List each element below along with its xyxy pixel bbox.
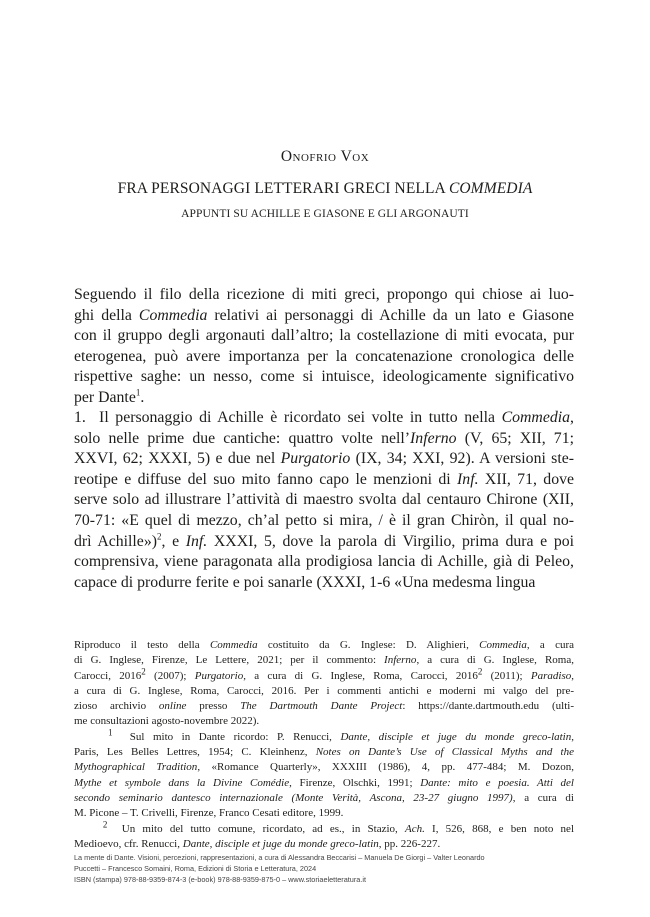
text-line: XXVI, 62; XXXI, 5) e due nel Purgatorio (IX, 34; XXI, 92). A versioni ste- — [74, 450, 574, 468]
chapter-title — [0, 180, 650, 198]
footnote-2 — [74, 818, 574, 853]
text-line: Paris, Les Belles Lettres, 1954; C. Kleinhenz, Notes on Dante’s Use of Classical Myths and the — [74, 746, 574, 759]
text-line: drì Achille»)$^2$, e Inf. XXXI, 5, dove la parola di Virgilio, prima dura e poi — [74, 531, 575, 550]
text-line: rispettive saghe: un nesso, come si intuisce, ideologicamente significativo — [74, 368, 574, 386]
text-line: secondo seminario dantesco internazionale (Monte Verità, Ascona, 23-27 giugno 1997), a cura di — [74, 791, 574, 804]
text-line: per Dante$^1$. — [74, 387, 145, 406]
text-line: $^2$ Un mito del tutto comune, ricordato, ad es., in Stazio, Ach. I, 526, 868, e ben noto nel — [102, 818, 574, 835]
chapter-title-main: FRA PERSONAGGI LETTERARI GRECI NELLA — [117, 180, 449, 197]
text-line: Mythographical Tradition, «Romance Quarterly», XXXIII (1986), 4, pp. 477-484; M. Dozon, — [74, 761, 574, 774]
text-line: Medioevo, cfr. Renucci, Dante, disciple et juge du monde greco-latin, pp. 226-227. — [74, 837, 441, 850]
text-line: 70-71: «E quel di mezzo, ch’al petto si mira, / è il gran Chiròn, il qual no- — [74, 511, 574, 529]
intro-paragraph — [74, 285, 574, 409]
text-line: Carocci, 2016$^2$ (2007); Purgatorio, a cura di G. Inglese, Roma, Carocci, 2016$^2$ (2011); Paradiso, — [74, 665, 574, 682]
text-line: 1. Il personaggio di Achille è ricordato sei volte in tutto nella Commedia, — [74, 409, 574, 426]
page-footer — [74, 852, 574, 885]
text-line: M. Picone – T. Crivelli, Firenze, Franco Cesati editore, 1999. — [74, 807, 344, 820]
text-line: di G. Inglese, Firenze, Le Lettere, 2021; per il commento: Inferno, a cura di G. Inglese, Roma, — [74, 654, 574, 667]
text-line: ghi della Commedia relativi ai personaggi di Achille da un lato e Giasone — [74, 306, 574, 324]
footnote-unnumbered — [74, 638, 574, 730]
text-line: Seguendo il filo della ricezione di miti greci, propongo qui chiose ai luo- — [74, 286, 574, 303]
text-line: $^1$ Sul mito in Dante ricordo: P. Renucci, Dante, disciple et juge du monde greco-latin, — [108, 727, 574, 743]
text-line: Mythe et symbole dans la Divine Comédie, Firenze, Olschki, 1991; Dante: mito e poesia. Atti del — [74, 776, 574, 789]
text-line: solo nelle prime due cantiche: quattro volte nell’Inferno (V, 65; XII, 71; — [74, 429, 574, 447]
text-line: eterogenea, può avere importanza per la concatenazione cronologica delle — [74, 347, 574, 365]
chapter-subtitle: APPUNTI SU ACHILLE E GIASONE E GLI ARGONAUTI — [181, 208, 469, 220]
footer-citation-line-1: La mente di Dante. Visioni, percezioni, rappresentazioni, a cura di Alessandra Beccarisi – Manuela De Giorgi – Valter Leonardo — [74, 853, 485, 862]
text-line: me consultazioni agosto-novembre 2022). — [74, 715, 260, 728]
text-line: Riproduco il testo della Commedia costituito da G. Inglese: D. Alighieri, Commedia, a cura — [74, 639, 575, 651]
section-1-paragraph — [74, 408, 574, 593]
footnote-1 — [74, 727, 574, 822]
text-line: serve solo ad illustrare l’attività di maestro svolta dal centauro Chirone (XII, — [74, 491, 574, 509]
author-name: Onofrio Vox — [280, 148, 370, 165]
footnotes — [74, 638, 574, 852]
chapter-title-italic: COMMEDIA — [448, 180, 533, 197]
footer-isbn: ISBN (stampa) 978-88-9359-874-3 (e-book) 978-88-9359-875-0 – www.storiaeletteratura.it — [74, 875, 367, 884]
footer-citation-line-2: Puccetti – Francesco Somaini, Roma, Edizioni di Storia e Letteratura, 2024 — [74, 864, 317, 873]
text-line: comprensiva, viene paragonata alla prodigiosa lancia di Achille, già di Peleo, — [74, 553, 574, 571]
text-line: a cura di G. Inglese, Roma, Carocci, 2016. Per i commenti antichi e moderni mi valgo del pre- — [74, 684, 574, 697]
text-line: reotipe e diffuse del suo mito fanno capo le menzioni di Inf. XII, 71, dove — [74, 470, 575, 488]
text-line: capace di produrre ferite e poi sanarle (XXXI, 1-6 «Una medesma lingua — [74, 573, 536, 591]
text-line: zioso archivio online presso The Dartmouth Dante Project: https://dante.dartmouth.edu (ulti- — [74, 700, 574, 713]
text-line: con il gruppo degli argonauti dall’altro; la costellazione di miti evocata, pur — [74, 327, 574, 345]
